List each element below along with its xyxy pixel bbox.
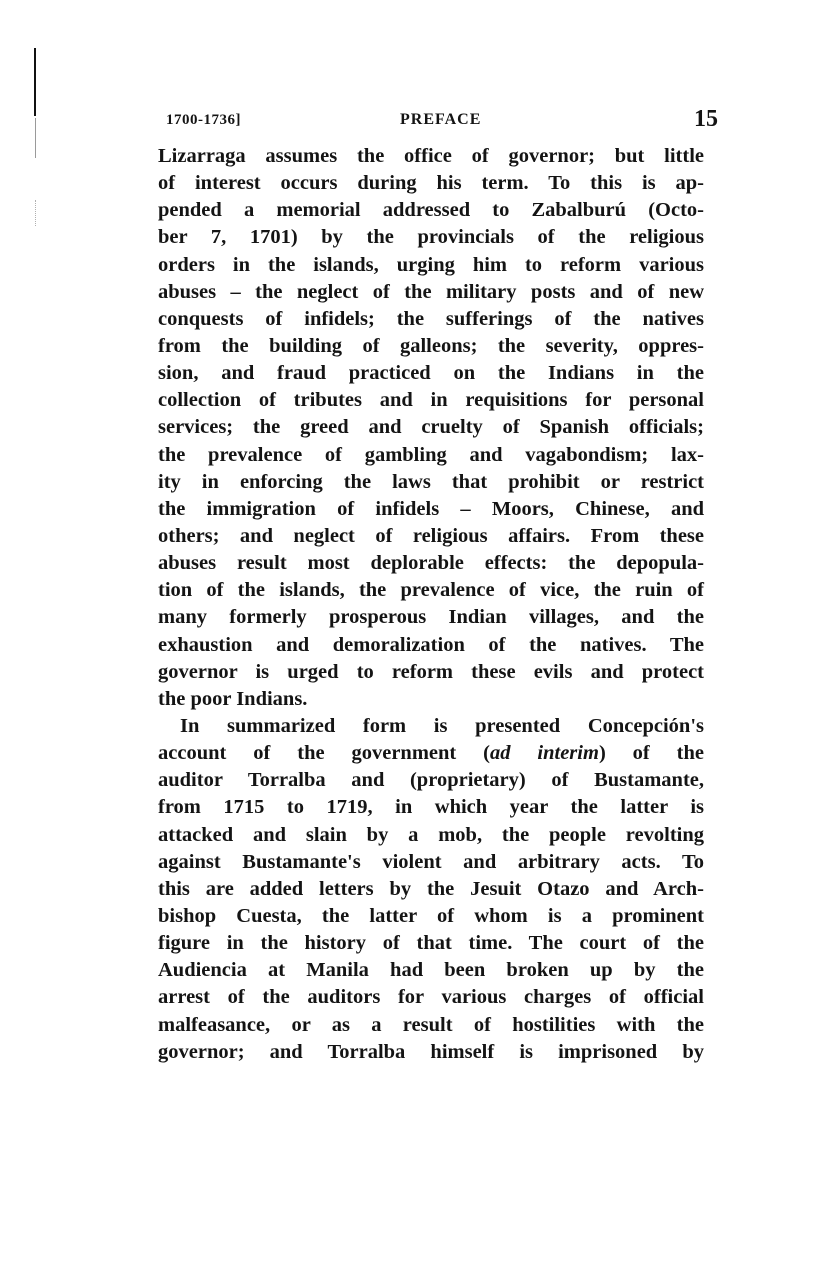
paragraph-first-line: In summarized form is presented Concepción's — [180, 714, 704, 737]
text-line: Audiencia at Manila had been broken up by the — [158, 959, 704, 982]
text-line: abuses – the neglect of the military posts and of new — [158, 280, 704, 303]
running-head-date-range: 1700-1736] — [166, 112, 241, 128]
page-number: 15 — [694, 106, 718, 132]
text-line: of interest occurs during his term. To this is ap- — [158, 172, 704, 195]
text-line: from 1715 to 1719, in which year the latter is — [158, 796, 704, 819]
text-line: malfeasance, or as a result of hostilities with the — [158, 1013, 704, 1036]
text-line: arrest of the auditors for various charges of official — [158, 986, 704, 1009]
scan-margin-mark — [34, 48, 36, 116]
text-line: abuses result most deplorable effects: the depopula- — [158, 552, 704, 575]
text-line: many formerly prosperous Indian villages, and the — [158, 606, 704, 629]
body-text — [158, 143, 704, 1066]
text-line: the prevalence of gambling and vagabondism; lax- — [158, 443, 704, 466]
text-line: from the building of galleons; the severity, oppres- — [158, 334, 704, 357]
text-line: collection of tributes and in requisitions for personal — [158, 389, 704, 412]
text-line: the immigration of infidels – Moors, Chinese, and — [158, 497, 704, 520]
text-line: attacked and slain by a mob, the people revolting — [158, 823, 704, 846]
text-line: against Bustamante's violent and arbitrary acts. To — [158, 850, 704, 873]
text-line: tion of the islands, the prevalence of vice, the ruin of — [158, 579, 704, 602]
text-line: orders in the islands, urging him to reform various — [158, 253, 704, 276]
text-line: governor is urged to reform these evils and protect — [158, 660, 704, 683]
text-line: pended a memorial addressed to Zabalburú (Octo- — [158, 199, 704, 222]
text-line: sion, and fraud practiced on the Indians in the — [158, 362, 704, 385]
running-header — [166, 104, 718, 138]
text-line: bishop Cuesta, the latter of whom is a prominent — [158, 904, 704, 927]
text-line: this are added letters by the Jesuit Otazo and Arch- — [158, 877, 704, 900]
text-line: exhaustion and demoralization of the natives. The — [158, 633, 704, 656]
running-head-title: PREFACE — [400, 111, 482, 128]
text-line: auditor Torralba and (proprietary) of Bustamante, — [158, 769, 704, 792]
text-line: figure in the history of that time. The court of the — [158, 932, 704, 955]
text-line: ity in enforcing the laws that prohibit or restrict — [158, 470, 704, 493]
scan-margin-mark-faint — [35, 118, 36, 158]
text-line: conquests of infidels; the sufferings of the natives — [158, 307, 704, 330]
text-line: others; and neglect of religious affairs. From these — [158, 524, 704, 547]
text-line: ber 7, 1701) by the provincials of the religious — [158, 226, 704, 249]
text-line: governor; and Torralba himself is imprisoned by — [158, 1040, 704, 1063]
text-line: account of the government (ad interim) of the — [158, 742, 705, 765]
italic-phrase: ad interim — [490, 742, 599, 765]
scan-margin-dots — [35, 200, 37, 226]
text-line: services; the greed and cruelty of Spanish officials; — [158, 416, 704, 439]
text-line: Lizarraga assumes the office of governor; but little — [158, 145, 704, 167]
paragraph-last-line: the poor Indians. — [158, 687, 308, 710]
